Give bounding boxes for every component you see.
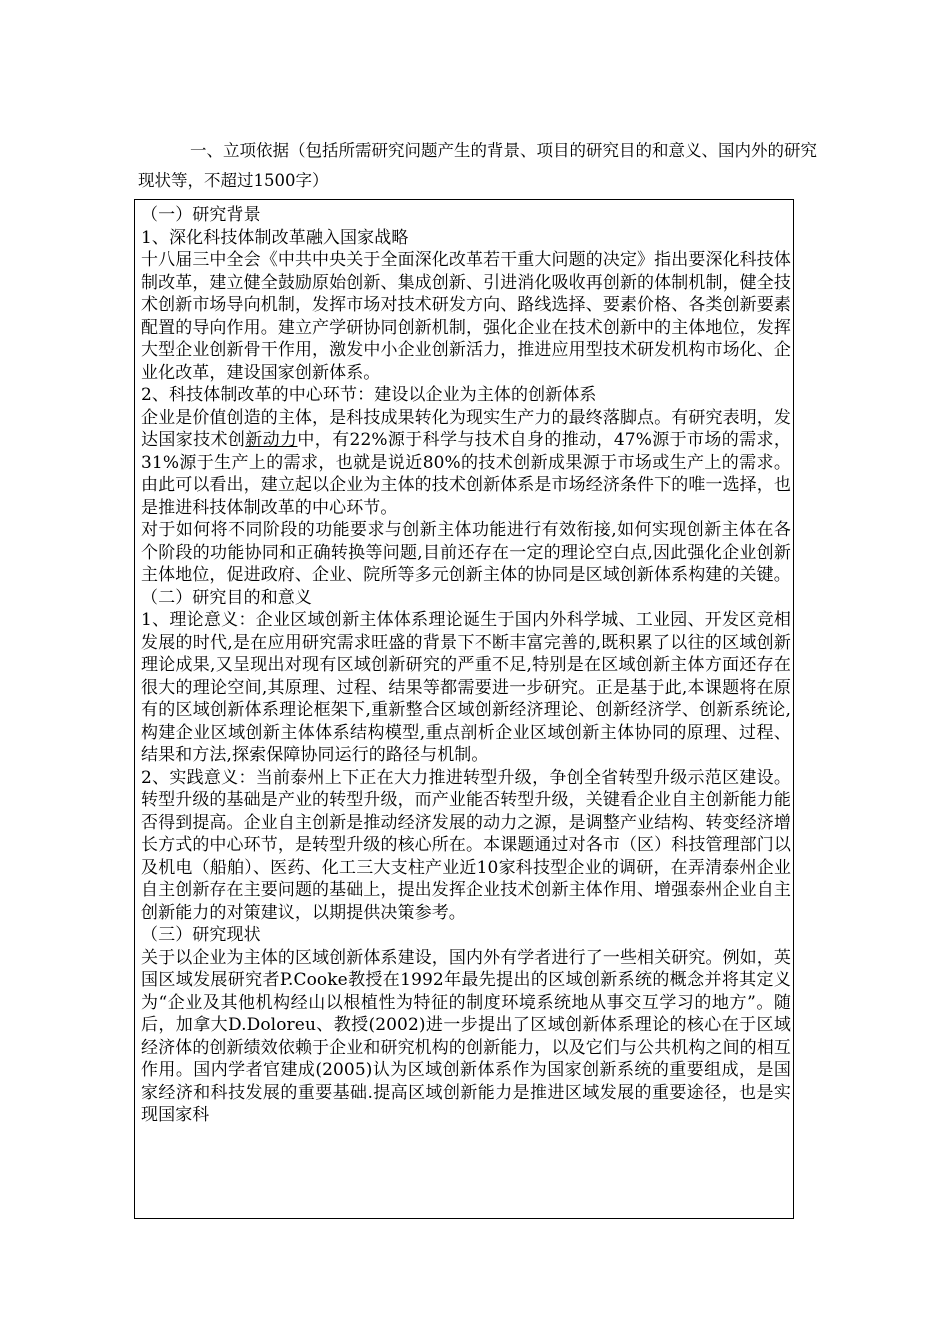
subheading-reform-center: 2、科技体制改革的中心环节：建设以企业为主体的创新体系 [141, 385, 597, 405]
paragraph-research-status: 关于以企业为主体的区域创新体系建设，国内外有学者进行了一些相关研究。例如，英国区域发展研究者P.Cooke教授在1992年最先提出的区域创新系统的概念并将其定义为“企业及其他机构经山以根植性为特征的制度环境系统地从事交互学习的地方”。随后，加拿大D.Doloreu、教授(2002)进一步提出了区域创新体系理论的核心在于区域经济体的创新绩效依赖于企业和研究机构的创新能力，以及它们与公共机构之间的相互作用。国内学者官建成(2005)认为区域创新体系作为国家创新系统的重要组成，是国家经济和科技发展的重要基础.提高区域创新能力是推进区域发展的重要途径，也是实现国家科 [141, 947, 791, 1125]
underlined-text: 新动力 [245, 430, 298, 450]
text-segment: 中，有22%源于科学与技术自身的推动，47%源于市场的需求，31%源于生产上的需求，也就是说近80%的技术创新成果源于市场或生产上的需求。由此可以看出，建立起以企业为主体的技术创新体系是市场经济条件下的唯一选择，也是推进科技体制改革的中心环节。 [141, 430, 791, 518]
content-box [134, 199, 794, 1219]
subheading-status: （三）研究现状 [141, 925, 261, 945]
text-segment: 企业是价值创造的主体，是科技成果转化为现实生产力的最终落脚点。有研究表明，发达国家技术创 [141, 407, 791, 450]
paragraph-coordination: 对于如何将不同阶段的功能要求与创新主体功能进行有效衔接,如何实现创新主体在各个阶段的功能协同和正确转换等问题,目前还存在一定的理论空白点,因此强化企业创新主体地位，促进政府、企业、院所等多元创新主体的协同是区域创新体系构建的关键。 [141, 520, 791, 585]
section-heading: 一、立项依据（包括所需研究问题产生的背景、项目的研究目的和意义、国内外的研究现状等，不超过1500字） [138, 141, 817, 190]
subheading-background: （一）研究背景 [141, 205, 261, 225]
subheading-reform-strategy: 1、深化科技体制改革融入国家战略 [141, 227, 409, 248]
paragraph-practice-significance: 2、实践意义：当前泰州上下正在大力推进转型升级，争创全省转型升级示范区建设。转型升级的基础是产业的转型升级，而产业能否转型升级，关键看企业自主创新能力能否得到提高。企业自主创新是推动经济发展的动力之源，是调整产业结构、转变经济增长方式的中心环节，是转型升级的核心所在。本课题通过对各市（区）科技管理部门以及机电（船舶）、医药、化工三大支柱产业近10家科技型企业的调研，在弄清泰州企业自主创新存在主要问题的基础上，提出发挥企业技术创新主体作用、增强泰州企业自主创新能力的对策建议，以期提供决策参考。 [141, 767, 791, 923]
paragraph-enterprise-value [141, 407, 791, 520]
subheading-purpose: （二）研究目的和意义 [141, 587, 312, 608]
paragraph-theory-significance: 1、理论意义：企业区域创新主体体系理论诞生于国内外科学城、工业园、开发区竞相发展的时代,是在应用研究需求旺盛的背景下不断丰富完善的,既积累了以往的区域创新理论成果,又呈现出对现有区域创新研究的严重不足,特别是在区域创新主体方面还存在很大的理论空间,其原理、过程、结果等都需要进一步研究。正是基于此,本课题将在原有的区域创新体系理论框架下,重新整合区域创新经济理论、创新经济学、创新系统论,构建企业区域创新主体体系结构模型,重点剖析企业区域创新主体协同的原理、过程、结果和方法,探索保障协同运行的路径与机制。 [141, 610, 791, 765]
paragraph-third-plenum: 十八届三中全会《中共中央关于全面深化改革若干重大问题的决定》指出要深化科技体制改革，建立健全鼓励原始创新、集成创新、引进消化吸收再创新的体制机制，健全技术创新市场导向机制，发挥市场对技术研发方向、路线选择、要素价格、各类创新要素配置的导向作用。建立产学研协同创新机制，强化企业在技术创新中的主体地位，发挥大型企业创新骨干作用，激发中小企业创新活力，推进应用型技术研发机构市场化、企业化改革，建设国家创新体系。 [141, 250, 791, 383]
